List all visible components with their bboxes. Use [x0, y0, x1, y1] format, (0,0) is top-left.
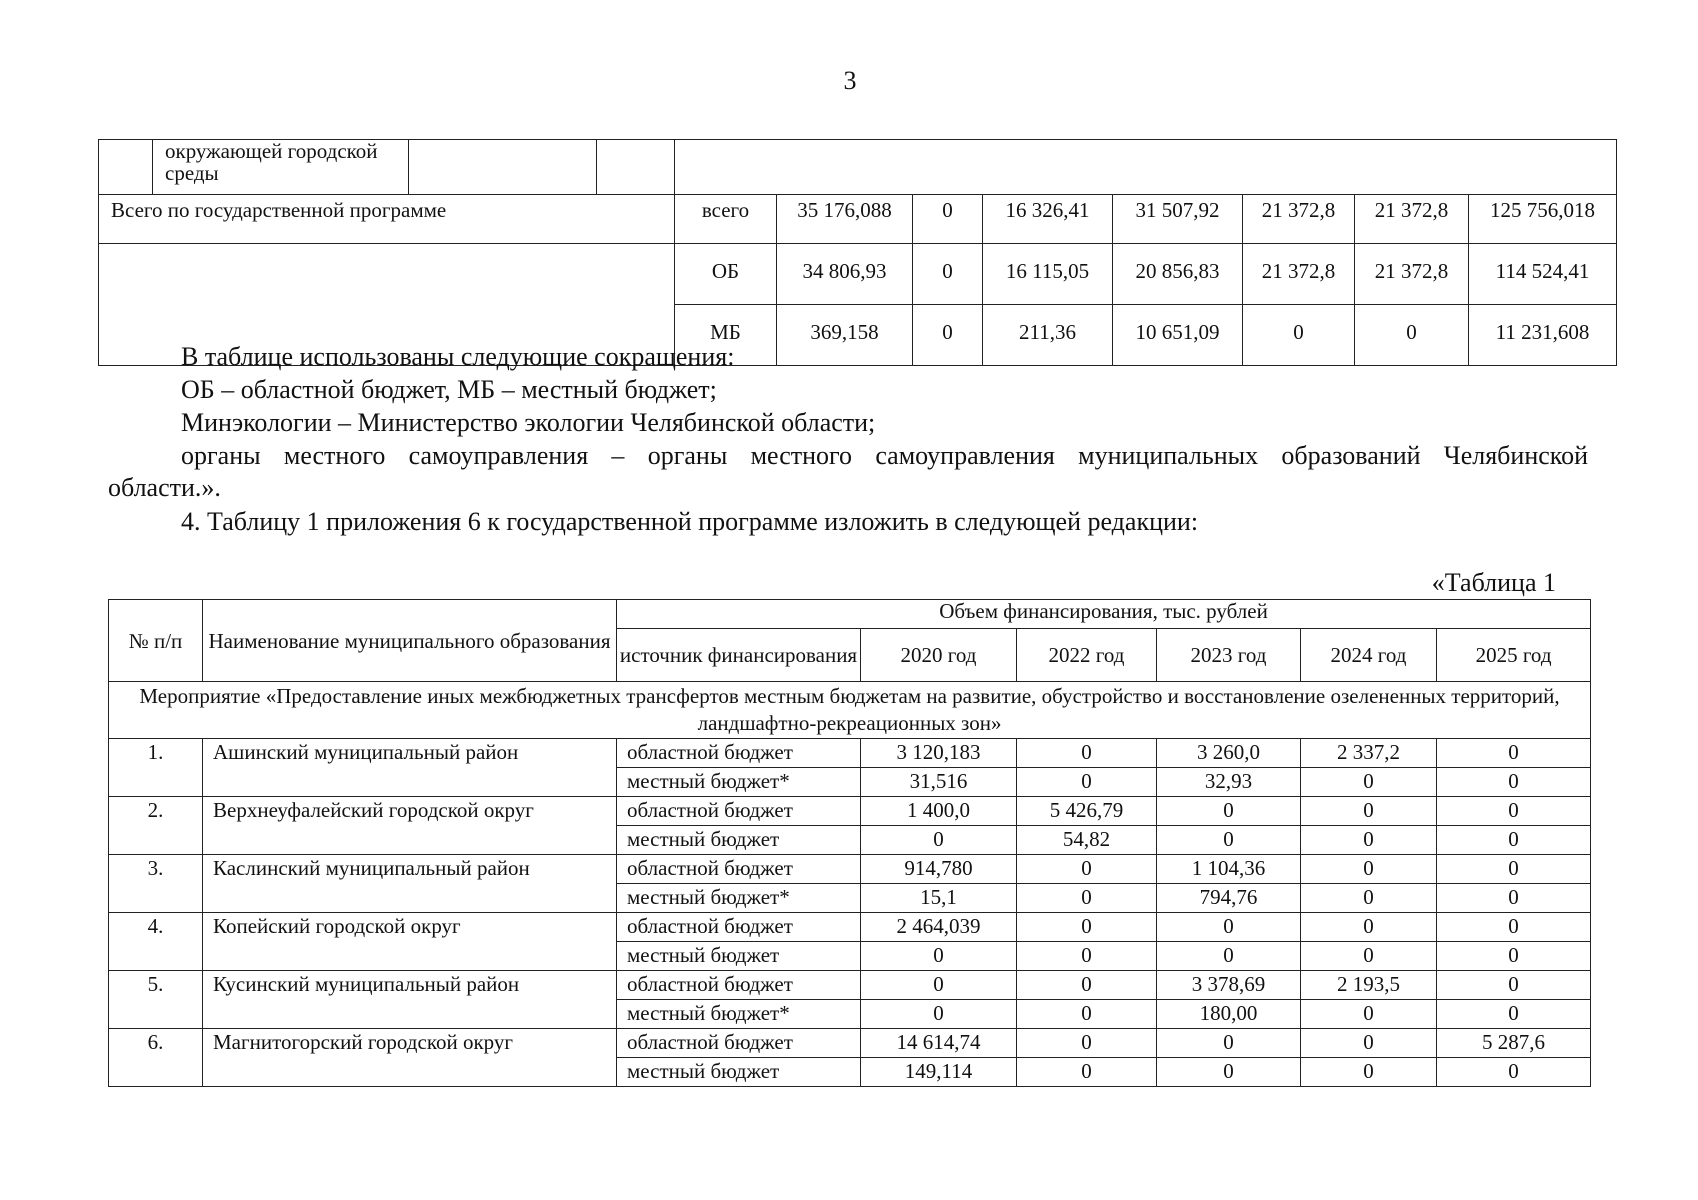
value-cell: 0: [1437, 768, 1591, 797]
source-cell: областной бюджет: [617, 797, 861, 826]
header-volume: Объем финансирования, тыс. рублей: [617, 600, 1591, 629]
value-cell: 0: [1157, 1058, 1301, 1087]
value-cell: 0: [861, 826, 1017, 855]
source-cell: областной бюджет: [617, 1029, 861, 1058]
event-row: Мероприятие «Предоставление иных межбюджетных трансфертов местным бюджетам на развитие, обустройство и восстановление озелененных территорий, ландшафтно-рекреационных зон»: [109, 682, 1591, 739]
source-cell: областной бюджет: [617, 739, 861, 768]
value-cell: 0: [1301, 942, 1437, 971]
value-cell: 0: [861, 942, 1017, 971]
value-cell: 114 524,41: [1469, 244, 1617, 305]
value-cell: 0: [1017, 1029, 1157, 1058]
value-cell: 0: [1301, 855, 1437, 884]
value-cell: 0: [861, 1000, 1017, 1029]
value-cell: 369,158: [777, 305, 913, 366]
value-cell: 21 372,8: [1243, 244, 1355, 305]
value-cell: 211,36: [983, 305, 1113, 366]
value-cell: 0: [1301, 913, 1437, 942]
empty-cell: [597, 140, 675, 195]
value-cell: 14 614,74: [861, 1029, 1017, 1058]
value-cell: 0: [1301, 797, 1437, 826]
value-cell: 0: [1157, 913, 1301, 942]
empty-cell: [409, 140, 597, 195]
value-cell: 0: [1017, 884, 1157, 913]
row-number: 2.: [109, 797, 203, 855]
paragraph-budgets: ОБ – областной бюджет, МБ – местный бюджет;: [181, 375, 717, 404]
header-year: 2023 год: [1157, 629, 1301, 682]
value-cell: 2 193,5: [1301, 971, 1437, 1000]
value-cell: 0: [1301, 884, 1437, 913]
value-cell: 0: [913, 244, 983, 305]
header-number: № п/п: [109, 600, 203, 682]
value-cell: 0: [1437, 855, 1591, 884]
source-cell: областной бюджет: [617, 971, 861, 1000]
source-cell: ОБ: [675, 244, 777, 305]
row-number: 3.: [109, 855, 203, 913]
value-cell: 794,76: [1157, 884, 1301, 913]
header-year: 2020 год: [861, 629, 1017, 682]
value-cell: 0: [1017, 971, 1157, 1000]
page-number: 3: [843, 66, 857, 95]
value-cell: 0: [1437, 884, 1591, 913]
value-cell: 10 651,09: [1113, 305, 1243, 366]
value-cell: 21 372,8: [1355, 195, 1469, 244]
paragraph-table-instruction: 4. Таблицу 1 приложения 6 к государственной программе изложить в следующей редакции:: [181, 507, 1199, 536]
value-cell: 0: [1017, 913, 1157, 942]
value-cell: 0: [913, 195, 983, 244]
empty-cell: [99, 140, 153, 195]
value-cell: 20 856,83: [1113, 244, 1243, 305]
value-cell: 0: [1437, 739, 1591, 768]
value-cell: 32,93: [1157, 768, 1301, 797]
value-cell: 0: [1017, 942, 1157, 971]
value-cell: 0: [1157, 797, 1301, 826]
value-cell: 3 120,183: [861, 739, 1017, 768]
value-cell: 0: [1437, 1058, 1591, 1087]
header-year: 2024 год: [1301, 629, 1437, 682]
value-cell: 0: [1437, 971, 1591, 1000]
source-cell: местный бюджет: [617, 826, 861, 855]
value-cell: 0: [913, 305, 983, 366]
value-cell: 11 231,608: [1469, 305, 1617, 366]
row-number: 6.: [109, 1029, 203, 1087]
value-cell: 35 176,088: [777, 195, 913, 244]
value-cell: 1 104,36: [1157, 855, 1301, 884]
value-cell: 16 115,05: [983, 244, 1113, 305]
continued-cell: окружающей городской среды: [153, 140, 409, 195]
value-cell: 2 464,039: [861, 913, 1017, 942]
paragraph-abbreviations: В таблице использованы следующие сокращения:: [181, 342, 735, 371]
value-cell: 21 372,8: [1243, 195, 1355, 244]
source-cell: областной бюджет: [617, 855, 861, 884]
value-cell: 0: [1355, 305, 1469, 366]
value-cell: 5 287,6: [1437, 1029, 1591, 1058]
header-name: Наименование муниципального образования: [203, 600, 617, 682]
value-cell: 0: [1301, 1000, 1437, 1029]
value-cell: 54,82: [1017, 826, 1157, 855]
value-cell: 0: [1157, 826, 1301, 855]
table-caption: «Таблица 1: [1431, 568, 1556, 597]
value-cell: 2 337,2: [1301, 739, 1437, 768]
municipality-name: Верхнеуфалейский городской округ: [203, 797, 617, 855]
source-cell: местный бюджет: [617, 942, 861, 971]
header-year: 2025 год: [1437, 629, 1591, 682]
value-cell: 15,1: [861, 884, 1017, 913]
row-number: 4.: [109, 913, 203, 971]
header-source: источник финансирования: [617, 629, 861, 682]
value-cell: 0: [1301, 768, 1437, 797]
value-cell: 0: [1301, 1058, 1437, 1087]
value-cell: 125 756,018: [1469, 195, 1617, 244]
source-cell: МБ: [675, 305, 777, 366]
source-cell: местный бюджет*: [617, 884, 861, 913]
value-cell: 0: [1017, 1000, 1157, 1029]
header-year: 2022 год: [1017, 629, 1157, 682]
value-cell: 0: [1017, 739, 1157, 768]
value-cell: 3 260,0: [1157, 739, 1301, 768]
value-cell: 149,114: [861, 1058, 1017, 1087]
program-total-table: [98, 139, 1617, 366]
value-cell: 0: [1437, 942, 1591, 971]
value-cell: 5 426,79: [1017, 797, 1157, 826]
municipality-name: Кусинский муниципальный район: [203, 971, 617, 1029]
row-number: 5.: [109, 971, 203, 1029]
row-number: 1.: [109, 739, 203, 797]
value-cell: 0: [1301, 1029, 1437, 1058]
value-cell: 0: [1017, 855, 1157, 884]
value-cell: 914,780: [861, 855, 1017, 884]
empty-cell: [675, 140, 1617, 195]
municipality-name: Магнитогорский городской округ: [203, 1029, 617, 1087]
value-cell: 0: [1437, 913, 1591, 942]
source-cell: местный бюджет: [617, 1058, 861, 1087]
value-cell: 0: [861, 971, 1017, 1000]
source-cell: местный бюджет*: [617, 1000, 861, 1029]
value-cell: 0: [1157, 942, 1301, 971]
value-cell: 0: [1301, 826, 1437, 855]
source-cell: всего: [675, 195, 777, 244]
source-cell: областной бюджет: [617, 913, 861, 942]
value-cell: 0: [1017, 768, 1157, 797]
value-cell: 21 372,8: [1355, 244, 1469, 305]
municipality-name: Ашинский муниципальный район: [203, 739, 617, 797]
financing-table: [108, 599, 1591, 1087]
value-cell: 3 378,69: [1157, 971, 1301, 1000]
paragraph-local-authorities-end: области.».: [108, 473, 221, 502]
value-cell: 0: [1017, 1058, 1157, 1087]
municipality-name: Копейский городской округ: [203, 913, 617, 971]
total-label: Всего по государственной программе: [99, 195, 675, 244]
municipality-name: Каслинский муниципальный район: [203, 855, 617, 913]
value-cell: 31,516: [861, 768, 1017, 797]
value-cell: 1 400,0: [861, 797, 1017, 826]
value-cell: 31 507,92: [1113, 195, 1243, 244]
value-cell: 0: [1437, 797, 1591, 826]
value-cell: 0: [1157, 1029, 1301, 1058]
source-cell: местный бюджет*: [617, 768, 861, 797]
paragraph-ministry: Минэкологии – Министерство экологии Челябинской области;: [181, 408, 876, 437]
value-cell: 0: [1437, 1000, 1591, 1029]
value-cell: 34 806,93: [777, 244, 913, 305]
value-cell: 0: [1243, 305, 1355, 366]
value-cell: 0: [1437, 826, 1591, 855]
value-cell: 16 326,41: [983, 195, 1113, 244]
paragraph-local-authorities: органы местного самоуправления – органы местного самоуправления муниципальных образований Челябинской: [181, 441, 1588, 470]
value-cell: 180,00: [1157, 1000, 1301, 1029]
